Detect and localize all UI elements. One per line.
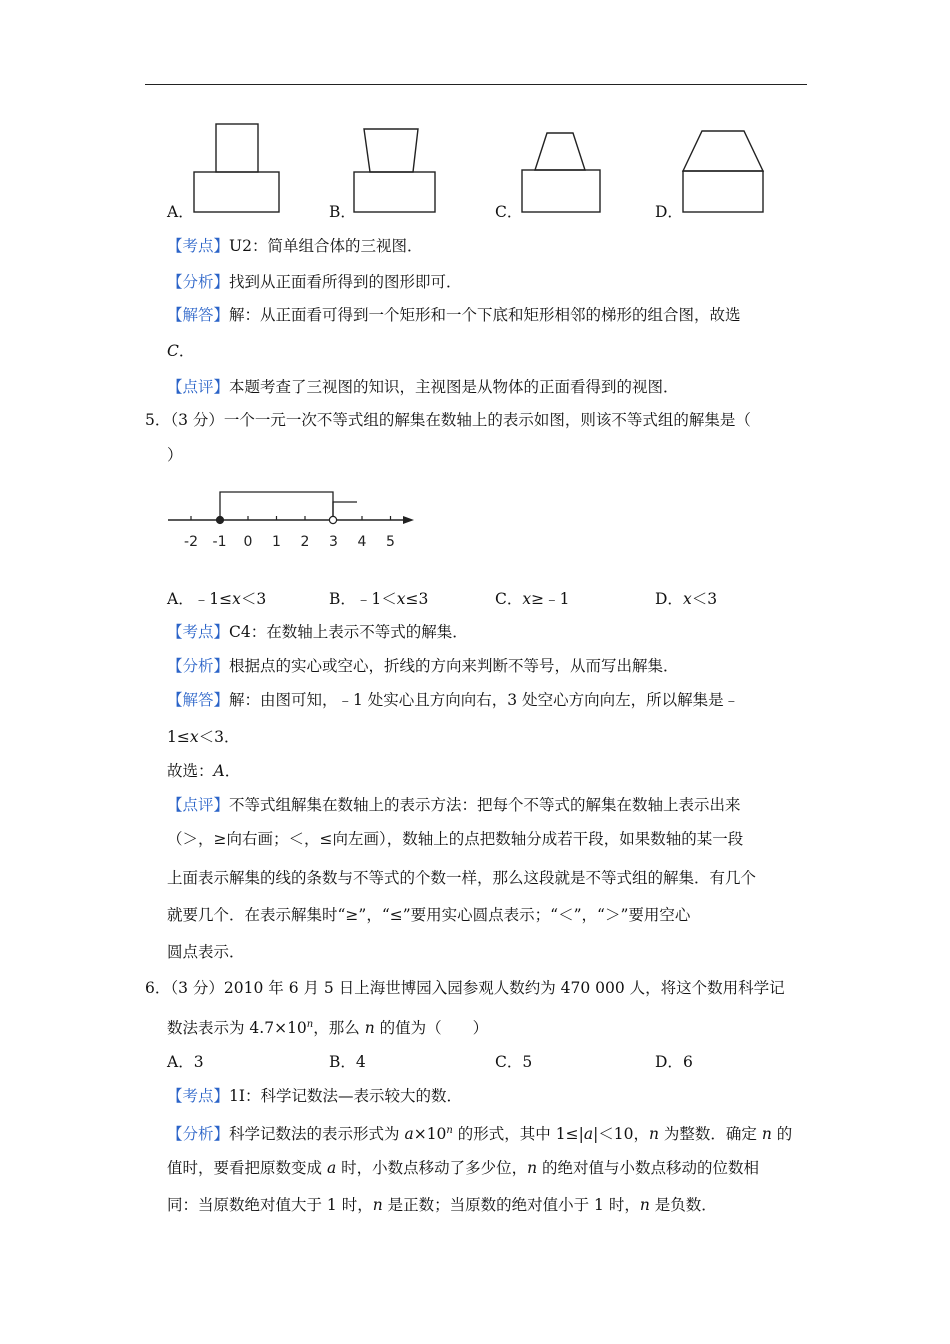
q6-fenxi-l3 (167, 1195, 717, 1215)
q6-option-b-value: 4 (355, 1053, 366, 1071)
q6-option-a-value: 3 (193, 1053, 204, 1071)
q4-jieda-tag: 【解答】 (167, 306, 230, 324)
q4-option-b-figure (350, 124, 440, 216)
q4-dianping-text: 本题考查了三视图的知识，主视图是从物体的正面看得到的视图． (229, 378, 679, 396)
q5-kaodian (167, 622, 468, 642)
q4-jieda-answer-var: C (167, 342, 179, 360)
q4-option-a-label: A． (167, 203, 194, 221)
q6-kaodian-text: 1I：科学记数法—表示较大的数． (229, 1087, 463, 1105)
q5-option-d-var: x (682, 590, 692, 608)
q5-option-a (167, 589, 266, 609)
q5-dianping-l3: 上面表示解集的线的条数与不等式的个数一样，那么这段就是不等式组的解集．有几个 (167, 869, 757, 887)
q6-option-c-letter: C． (495, 1053, 523, 1071)
q5-tick-label-4: 4 (357, 534, 367, 550)
q5-jieda-cont-pre: 1≤ (167, 728, 190, 746)
q4-jieda-text: 解：从正面看可得到一个矩形和一个下底和矩形相邻的梯形的组合图，故选 (229, 306, 741, 324)
q5-jieda-cont-var: x (189, 728, 199, 746)
q4-c-trapezoid (535, 133, 585, 170)
q5-option-c (495, 589, 569, 609)
q6-fenxi-l3-b: 是正数；当原数的绝对值小于 1 时， (382, 1196, 640, 1214)
q6-fenxi-l2-var-n: n (527, 1159, 538, 1177)
q4-option-c-label: C． (495, 203, 523, 221)
q5-option-b-letter: B． (329, 590, 356, 608)
q6-kaodian (167, 1086, 462, 1106)
q5-guxuan (167, 761, 240, 781)
q6-option-a-letter: A． (167, 1053, 194, 1071)
q5-jieda-cont-post: ＜3． (198, 728, 240, 746)
q4-d-trapezoid (683, 131, 763, 171)
q5-stem-line1: 5．（3 分）一个一元一次不等式组的解集在数轴上的表示如图，则该不等式组的解集是（ (145, 411, 751, 429)
q4-d-base-rect (683, 171, 763, 212)
q6-fenxi-l3-a: 同：当原数绝对值大于 1 时， (167, 1196, 373, 1214)
q5-right-pointing-bracket (220, 492, 333, 518)
q6-stem-line1: 6．（3 分）2010 年 6 月 5 日上海世博园入园参观人数约为 470 000 人，将这个数用科学记 (145, 979, 785, 997)
q6-fenxi-l2-c: 的绝对值与小数点移动的位数相 (537, 1159, 760, 1177)
q5-guxuan-post: ． (224, 762, 241, 780)
q5-option-c-post: ≥﹣1 (531, 590, 570, 608)
q4-kaodian-text: U2：简单组合体的三视图． (229, 237, 423, 255)
q6-fenxi-tag: 【分析】 (167, 1125, 230, 1144)
q5-option-d (655, 589, 717, 609)
q4-option-d-label: D． (655, 203, 683, 221)
q5-guxuan-var: A (213, 762, 225, 780)
q4-b-base-rect (354, 172, 435, 212)
q6-fenxi-l1-c: 的形式，其中 1≤| (452, 1125, 584, 1144)
q5-hollow-point (329, 516, 336, 523)
q5-fenxi (167, 656, 679, 676)
q5-option-a-post: ＜3 (240, 590, 267, 608)
q4-c-base-rect (522, 170, 600, 212)
q6-fenxi-l1-d: |＜10， (593, 1125, 650, 1144)
q6-fenxi-l1-b: ×10 (413, 1125, 447, 1144)
q5-solid-point (216, 516, 223, 523)
q5-tick-label--1: -1 (212, 534, 227, 550)
q6-kaodian-tag: 【考点】 (167, 1087, 230, 1105)
q5-option-d-post: ＜3 (691, 590, 718, 608)
q4-jieda-end: ． (178, 342, 195, 360)
q6-option-b (329, 1052, 366, 1072)
q5-jieda-text: 解：由图可知，﹣1 处实心且方向向右，3 处空心方向向左，所以解集是﹣ (229, 691, 740, 709)
q5-kaodian-tag: 【考点】 (167, 623, 230, 641)
q6-fenxi-exponent: n (446, 1125, 453, 1136)
q6-option-b-letter: B． (329, 1053, 356, 1071)
q5-dianping-l5: 圆点表示． (167, 943, 245, 961)
q5-jieda (167, 690, 739, 710)
q5-stem-line2: ） (167, 446, 183, 464)
q6-fenxi-var-a2: a (583, 1125, 594, 1144)
q6-stem-exponent: n (306, 1019, 314, 1030)
q5-tick-label-3: 3 (329, 534, 338, 550)
q4-option-c-figure (518, 128, 606, 216)
q4-fenxi-text: 找到从正面看所得到的图形即可． (229, 273, 462, 291)
q6-stem-post: 的值为（ ） (374, 1019, 489, 1038)
q6-option-c (495, 1052, 532, 1072)
q4-dianping-tag: 【点评】 (167, 378, 230, 396)
q5-fenxi-text: 根据点的实心或空心，折线的方向来判断不等号，从而写出解集． (229, 657, 679, 675)
q6-fenxi-var-n: n (649, 1125, 659, 1144)
q5-axis-arrow (403, 516, 414, 524)
q4-option-a-figure (190, 120, 282, 216)
q5-tick-label-2: 2 (300, 534, 310, 550)
header-rule (145, 84, 807, 85)
q6-option-d-letter: D． (655, 1053, 683, 1071)
q4-jieda-cont (167, 341, 194, 361)
q6-fenxi-var-n2: n (761, 1125, 772, 1144)
q5-dianping (167, 795, 741, 815)
q6-stem-pre: 数法表示为 4.7×10 (167, 1019, 307, 1038)
q6-stem-mid: ，那么 (313, 1019, 365, 1038)
q6-stem-line2 (167, 1015, 488, 1038)
q5-option-a-pre: ﹣1≤ (193, 590, 233, 608)
q5-jieda-cont (167, 727, 239, 747)
q6-fenxi-l2 (167, 1158, 759, 1178)
q4-a-base-rect (194, 172, 279, 212)
q5-left-pointing-bracket (333, 502, 357, 518)
q6-option-d-value: 6 (682, 1053, 693, 1071)
q6-fenxi-l2-var-a: a (326, 1159, 337, 1177)
q5-dianping-l2: （＞，≥向右画；＜，≤向左画），数轴上的点把数轴分成若干段，如果数轴的某一段 (167, 830, 744, 848)
q5-jieda-tag: 【解答】 (167, 691, 230, 709)
q6-fenxi-l3-c: 是负数． (649, 1196, 717, 1214)
q6-option-a (167, 1052, 204, 1072)
q4-fenxi (167, 272, 462, 292)
q6-option-c-value: 5 (522, 1053, 533, 1071)
q5-number-line-figure (160, 484, 430, 556)
q5-option-c-letter: C． (495, 590, 523, 608)
q6-fenxi-l1-a: 科学记数法的表示形式为 (229, 1125, 405, 1144)
q4-option-b-label: B． (329, 203, 356, 221)
q5-option-a-letter: A． (167, 590, 194, 608)
q4-dianping (167, 377, 679, 397)
q4-kaodian (167, 236, 422, 256)
q5-tick-label-5: 5 (386, 534, 395, 550)
q6-fenxi-l2-b: 时，小数点移动了多少位， (336, 1159, 528, 1177)
q5-tick-label--2: -2 (184, 534, 198, 550)
q4-a-top-square (216, 124, 258, 172)
q5-tick-labels (184, 534, 395, 550)
q5-kaodian-text: C4：在数轴上表示不等式的解集． (229, 623, 468, 641)
q4-jieda (167, 305, 741, 325)
q5-dianping-tag: 【点评】 (167, 796, 230, 814)
q6-stem-var: n (364, 1019, 375, 1038)
q5-guxuan-pre: 故选： (167, 762, 214, 780)
q5-tick-label-1: 1 (272, 534, 281, 550)
q4-fenxi-tag: 【分析】 (167, 273, 230, 291)
q5-fenxi-tag: 【分析】 (167, 657, 230, 675)
q5-option-d-letter: D． (655, 590, 683, 608)
q6-fenxi-l2-a: 值时，要看把原数变成 (167, 1159, 327, 1177)
q6-fenxi-l1-e: 为整数．确定 (659, 1125, 762, 1144)
q5-option-a-var: x (232, 590, 241, 608)
q5-option-b-var: x (396, 590, 406, 608)
q4-b-inverted-trapezoid (364, 129, 418, 172)
q5-dianping-l4: 就要几个．在表示解集时“≥”，“≤”要用实心圆点表示；“＜”，“＞”要用空心 (167, 906, 691, 924)
q4-kaodian-tag: 【考点】 (167, 237, 230, 255)
q5-dianping-l1: 不等式组解集在数轴上的表示方法：把每个不等式的解集在数轴上表示出来 (229, 796, 741, 814)
q5-tick-label-0: 0 (243, 534, 253, 550)
q6-fenxi-var-a: a (404, 1125, 414, 1144)
q6-fenxi-l3-var-n2: n (639, 1196, 650, 1214)
q5-option-c-var: x (522, 590, 532, 608)
q5-option-b (329, 589, 428, 609)
q5-option-b-pre: ﹣1＜ (355, 590, 397, 608)
q6-fenxi-l3-var-n: n (372, 1196, 383, 1214)
q6-option-d (655, 1052, 693, 1072)
q4-option-d-figure (678, 126, 768, 216)
q6-fenxi-l1-f: 的 (771, 1125, 793, 1144)
q5-option-b-post: ≤3 (405, 590, 429, 608)
q6-fenxi (167, 1121, 792, 1144)
